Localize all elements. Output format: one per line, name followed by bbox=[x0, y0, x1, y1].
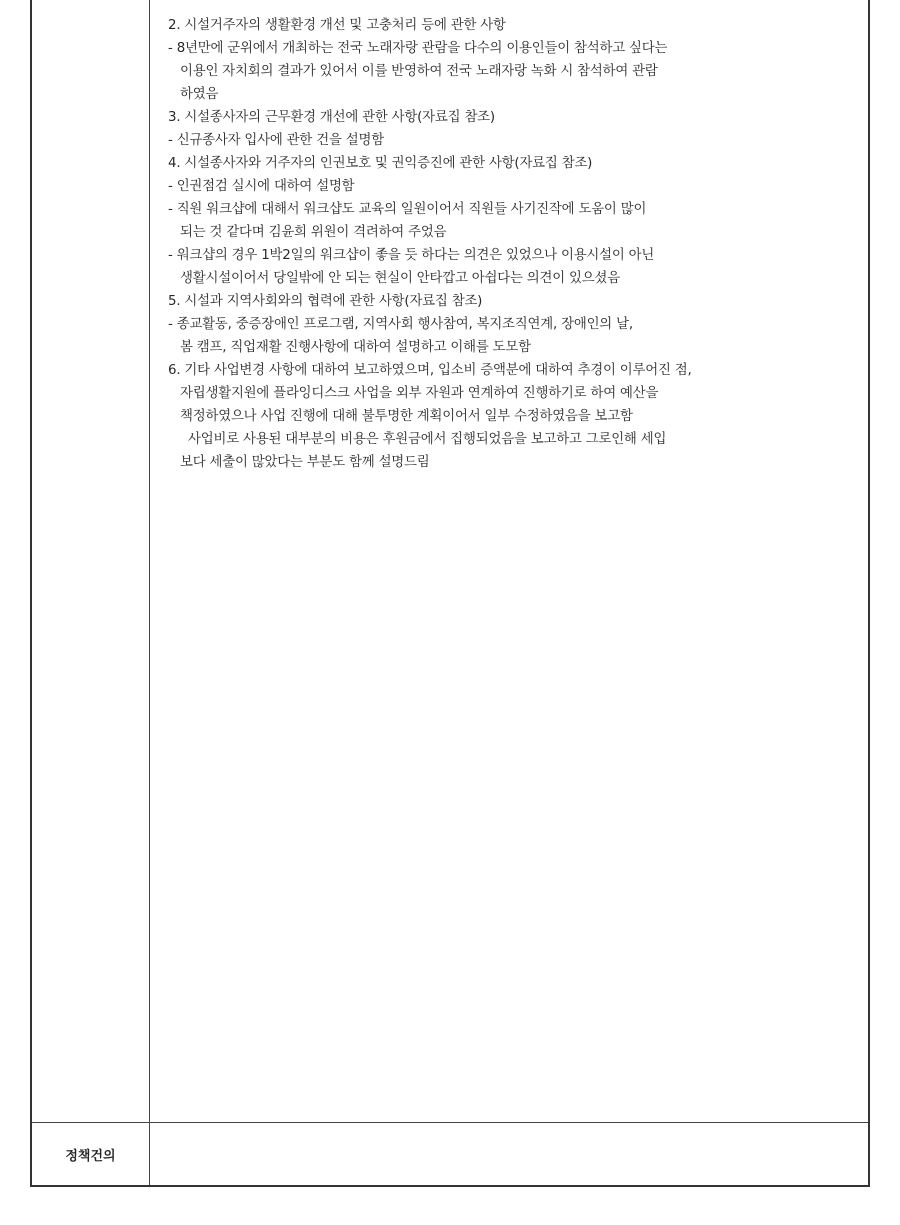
content-line: - 직원 워크샵에 대해서 워크샵도 교육의 일원이어서 직원들 사기진작에 도움이 많이 bbox=[168, 202, 647, 217]
content-line: 봄 캠프, 직업재활 진행사항에 대하여 설명하고 이해를 도모함 bbox=[180, 340, 531, 355]
policy-recommendation-content bbox=[150, 1123, 868, 1185]
content-line: 이용인 자치회의 결과가 있어서 이를 반영하여 전국 노래자랑 녹화 시 참석하여 관람 bbox=[180, 64, 658, 79]
meeting-content bbox=[162, 14, 867, 474]
document-table bbox=[30, 0, 870, 1187]
content-line: 하였음 bbox=[180, 87, 219, 102]
content-line: 되는 것 같다며 김윤희 위원이 격려하여 주었음 bbox=[180, 225, 447, 240]
content-line: 사업비로 사용된 대부분의 비용은 후원금에서 집행되었음을 보고하고 그로인해 세입 bbox=[188, 432, 667, 447]
section-heading-3: 3. 시설종사자의 근무환경 개선에 관한 사항(자료집 참조) bbox=[168, 110, 495, 125]
content-line: 보다 세출이 많았다는 부분도 함께 설명드림 bbox=[180, 455, 430, 470]
section-heading-2: 2. 시설거주자의 생활환경 개선 및 고충처리 등에 관한 사항 bbox=[168, 18, 506, 33]
content-line: - 종교활동, 중증장애인 프로그램, 지역사회 행사참여, 복지조직연계, 장애인의 날, bbox=[168, 317, 633, 332]
section-heading-4: 4. 시설종사자와 거주자의 인권보호 및 권익증진에 관한 사항(자료집 참조) bbox=[168, 156, 593, 171]
column-divider bbox=[149, 0, 150, 1185]
content-line: - 8년만에 군위에서 개최하는 전국 노래자랑 관람을 다수의 이용인들이 참석하고 싶다는 bbox=[168, 41, 668, 56]
section-heading-5: 5. 시설과 지역사회와의 협력에 관한 사항(자료집 참조) bbox=[168, 294, 483, 309]
content-line: 생활시설이어서 당일밖에 안 되는 현실이 안타깝고 아쉽다는 의견이 있으셨음 bbox=[180, 271, 620, 286]
content-line: - 인권점검 실시에 대하여 설명함 bbox=[168, 179, 355, 194]
section-heading-6: 6. 기타 사업변경 사항에 대하여 보고하였으며, 입소비 증액분에 대하여 추경이 이루어진 점, bbox=[168, 363, 692, 378]
content-line: 자립생활지원에 플라잉디스크 사업을 외부 자원과 연계하여 진행하기로 하여 예산을 bbox=[180, 386, 659, 401]
content-line: - 워크샵의 경우 1박2일의 워크샵이 좋을 듯 하다는 의견은 있었으나 이용시설이 아닌 bbox=[168, 248, 655, 263]
policy-recommendation-label: 정책건의 bbox=[65, 1148, 116, 1164]
content-line: 책정하였으나 사업 진행에 대해 불투명한 계획이어서 일부 수정하였음을 보고함 bbox=[180, 409, 633, 424]
content-line: - 신규종사자 입사에 관한 건을 설명함 bbox=[168, 133, 384, 148]
